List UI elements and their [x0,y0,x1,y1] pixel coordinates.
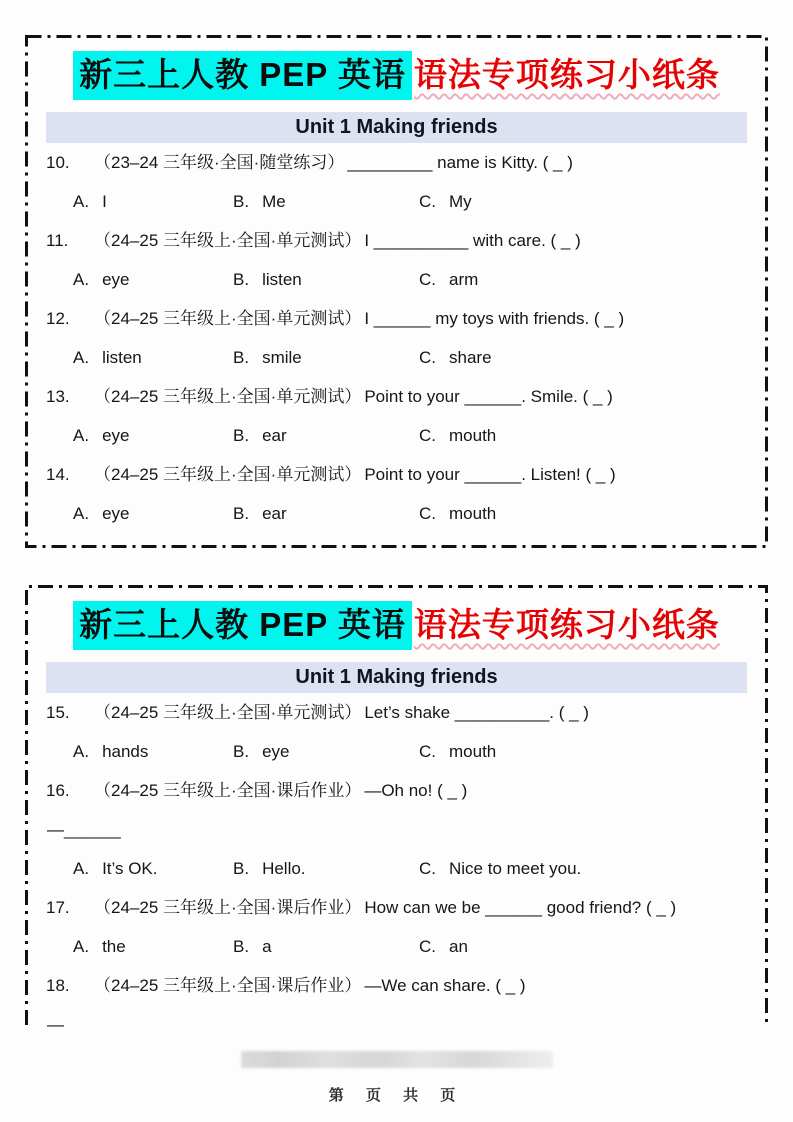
question-source: （23–24 三年级·全国·随堂练习） [94,153,345,172]
option-c-text: mouth [449,426,497,445]
question-stem-row [46,230,747,251]
options-row [46,347,747,368]
option-c [419,858,747,879]
question-number: 16. [46,781,70,800]
option-a [73,858,233,879]
option-b [233,936,419,957]
question-stem: Point to your ______. Smile. ( _ ) [364,387,613,406]
option-b-text: ear [262,426,287,445]
option-b-label: B. [233,937,250,956]
question-list-2 [46,702,747,1035]
option-a-label: A. [73,270,90,289]
option-b [233,741,419,762]
options-row [46,191,747,212]
title-highlight: 新三上人教 PEP 英语 [73,601,412,650]
question-stem-row [46,386,747,407]
unit-header-label: Unit 1 Making friends [295,666,498,688]
option-a [73,936,233,957]
option-b-label: B. [233,859,250,878]
option-a [73,741,233,762]
option-c-label: C. [419,937,436,956]
option-b [233,425,419,446]
option-c-label: C. [419,742,436,761]
option-c [419,503,747,524]
question-stem-row [46,464,747,485]
option-c [419,741,747,762]
options-row [46,936,747,957]
option-a-label: A. [73,742,90,761]
question-stem-row [46,975,747,996]
option-c-label: C. [419,270,436,289]
option-b-label: B. [233,504,250,523]
question-stem: I __________ with care. ( _ ) [364,231,581,250]
question-list-1 [46,152,747,524]
title-highlight: 新三上人教 PEP 英语 [73,51,412,100]
question-source: （24–25 三年级上·全国·课后作业） [94,976,362,995]
option-b-label: B. [233,348,250,367]
question-source: （24–25 三年级上·全国·单元测试） [94,231,362,250]
question-11 [46,230,747,290]
options-row [46,858,747,879]
option-c [419,269,747,290]
option-a-label: A. [73,426,90,445]
option-c-label: C. [419,859,436,878]
option-b [233,858,419,879]
question-13 [46,386,747,446]
option-a-text: It’s OK. [102,859,158,878]
question-stem: Let’s shake __________. ( _ ) [364,703,589,722]
question-number: 10. [46,153,70,172]
question-12 [46,308,747,368]
option-b [233,347,419,368]
question-continuation: —______ [47,820,121,839]
question-17 [46,897,747,957]
question-source: （24–25 三年级上·全国·单元测试） [94,703,362,722]
question-stem: How can we be ______ good friend? ( _ ) [364,898,677,917]
option-a [73,269,233,290]
question-source: （24–25 三年级上·全国·课后作业） [94,898,362,917]
question-source: （24–25 三年级上·全国·课后作业） [94,781,362,800]
question-stem: Point to your ______. Listen! ( _ ) [364,465,616,484]
option-a [73,503,233,524]
question-continuation-row [46,1014,747,1035]
options-row [46,269,747,290]
option-c-text: arm [449,270,479,289]
option-b-label: B. [233,742,250,761]
option-a-text: eye [102,426,130,445]
question-stem: —Oh no! ( _ ) [364,781,468,800]
option-a [73,191,233,212]
question-number: 17. [46,898,70,917]
title-red-text: 语法专项练习小纸条 [413,56,720,93]
question-15 [46,702,747,762]
option-c [419,191,747,212]
option-a-label: A. [73,859,90,878]
option-a-label: A. [73,348,90,367]
option-c-text: share [449,348,492,367]
question-stem: I ______ my toys with friends. ( _ ) [364,309,625,328]
question-number: 18. [46,976,70,995]
option-c-label: C. [419,192,436,211]
question-18 [46,975,747,1035]
option-c [419,347,747,368]
question-stem: —We can share. ( _ ) [364,976,526,995]
options-row [46,425,747,446]
question-stem: _________ name is Kitty. ( _ ) [347,153,573,172]
option-a [73,425,233,446]
unit-header [46,662,747,693]
option-a-label: A. [73,192,90,211]
option-c-label: C. [419,504,436,523]
option-b-text: smile [262,348,302,367]
question-stem-row [46,702,747,723]
option-b-text: listen [262,270,302,289]
option-a-text: eye [102,504,130,523]
question-stem-row [46,897,747,918]
question-14 [46,464,747,524]
option-b [233,503,419,524]
page-title [46,50,747,99]
option-b-text: eye [262,742,290,761]
option-b-label: B. [233,192,250,211]
option-c-text: an [449,937,468,956]
option-b [233,191,419,212]
option-a [73,347,233,368]
option-a-text: hands [102,742,149,761]
question-continuation-row [46,819,747,840]
question-source: （24–25 三年级上·全国·单元测试） [94,465,362,484]
worksheet-card-2 [25,585,768,1034]
option-c-label: C. [419,348,436,367]
option-b [233,269,419,290]
option-b-label: B. [233,426,250,445]
question-16 [46,780,747,879]
unit-header-label: Unit 1 Making friends [295,116,498,138]
option-b-text: Hello. [262,859,306,878]
page-number-label: 第 页 共 页 [328,1087,465,1104]
option-c-text: My [449,192,472,211]
question-source: （24–25 三年级上·全国·单元测试） [94,387,362,406]
question-source: （24–25 三年级上·全国·单元测试） [94,309,362,328]
question-continuation: — [47,1015,64,1034]
option-a-label: A. [73,937,90,956]
option-c-text: mouth [449,504,497,523]
option-b-label: B. [233,270,250,289]
options-row [46,503,747,524]
question-number: 15. [46,703,70,722]
page-title [46,600,747,649]
question-number: 13. [46,387,70,406]
option-a-label: A. [73,504,90,523]
unit-header [46,112,747,143]
title-red-text: 语法专项练习小纸条 [413,606,720,643]
option-b-text: a [262,937,272,956]
question-number: 12. [46,309,70,328]
redacted-watermark-bar [241,1051,553,1068]
option-a-text: I [102,192,107,211]
page-footer [0,1051,793,1105]
question-stem-row [46,152,747,173]
question-number: 11. [46,231,69,250]
option-c-text: mouth [449,742,497,761]
option-c [419,425,747,446]
option-c [419,936,747,957]
option-a-text: the [102,937,126,956]
options-row [46,741,747,762]
question-10 [46,152,747,212]
question-stem-row [46,308,747,329]
option-c-text: Nice to meet you. [449,859,582,878]
worksheet-card-1 [25,35,768,548]
option-a-text: eye [102,270,130,289]
option-b-text: ear [262,504,287,523]
question-number: 14. [46,465,70,484]
option-c-label: C. [419,426,436,445]
question-stem-row [46,780,747,801]
option-b-text: Me [262,192,286,211]
option-a-text: listen [102,348,142,367]
